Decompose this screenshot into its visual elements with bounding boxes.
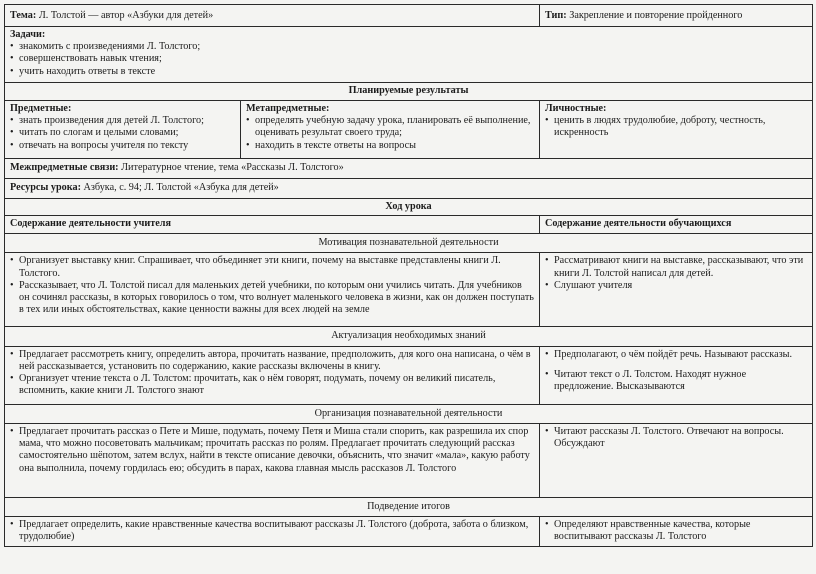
planned-results-header: Планируемые результаты bbox=[5, 83, 813, 101]
lesson-plan-sheet bbox=[4, 4, 812, 547]
list-item: • совершенствовать навык чтения; bbox=[10, 53, 807, 65]
list-item: • ценить в людях трудолюбие, доброту, честность, искренность bbox=[545, 115, 807, 139]
list-item: • Читают текст о Л. Толстом. Находят нужное предложение. Высказываются bbox=[545, 369, 807, 393]
theme-label: Тема: bbox=[10, 10, 37, 21]
stage-teacher-list bbox=[10, 255, 534, 316]
students-column-header bbox=[540, 216, 813, 234]
stage-students-cell bbox=[540, 346, 813, 404]
list-item: • определять учебную задачу урока, планировать её выполнение, оценивать результат своего труда; bbox=[246, 115, 534, 139]
teacher-column-label: Содержание деятельности учителя bbox=[10, 218, 171, 230]
resources-label: Ресурсы урока: bbox=[10, 182, 81, 193]
stage-students-list bbox=[545, 349, 807, 394]
list-item: • Читают рассказы Л. Толстого. Отвечают на вопросы. Обсуждают bbox=[545, 426, 807, 450]
meta-label: Метапредметные: bbox=[246, 103, 330, 114]
subject-list bbox=[10, 115, 235, 152]
list-item: • Предлагает определить, какие нравственные качества воспитывают рассказы Л. Толстого (доброта, забота о близком, трудолюбие) bbox=[10, 519, 534, 543]
list-item: • Предполагают, о чём пойдёт речь. Называют рассказы. bbox=[545, 349, 807, 361]
list-item: • Предлагает прочитать рассказ о Пете и Мише, подумать, почему Петя и Миша стали спорить, как разрешила их спор мама, что можно посоветовать мальчикам; прочитать рассказ по ролям. Предлагает прочитать следующий рассказ самостоятельно шёпотом, затем вслух, найти в тексте описание девочки, объяснить, что значит «мала», какую работу она выполнила, почему гордилась ею; обсудить в парах, какова главная мысль рассказов Л. Толстого bbox=[10, 426, 534, 475]
stage-teacher-cell bbox=[5, 253, 540, 327]
links-value: Литературное чтение, тема «Рассказы Л. Толстого» bbox=[121, 162, 344, 173]
teacher-column-header bbox=[5, 216, 540, 234]
list-item: • знакомить с произведениями Л. Толстого; bbox=[10, 41, 807, 53]
links-cell bbox=[5, 159, 813, 179]
stage-teacher-cell bbox=[5, 517, 540, 547]
list-item: • Рассматривают книги на выставке, рассказывают, что эти книги Л. Толстой написал для детей. bbox=[545, 255, 807, 279]
list-item: • читать по слогам и целыми словами; bbox=[10, 127, 235, 139]
list-item: • Предлагает рассмотреть книгу, определить автора, прочитать название, предположить, для кого она написана, о чём в ней рассказывается, установить по содержанию, какие рассказы включены в книгу. bbox=[10, 349, 534, 373]
type-label: Тип: bbox=[545, 10, 567, 21]
stage-title: Организация познавательной деятельности bbox=[5, 404, 813, 423]
list-item: • отвечать на вопросы учителя по тексту bbox=[10, 140, 235, 152]
stage-teacher-cell bbox=[5, 346, 540, 404]
stage-students-list bbox=[545, 519, 807, 543]
stage-teacher-cell bbox=[5, 423, 540, 497]
meta-results-cell bbox=[241, 101, 540, 159]
personal-list bbox=[545, 115, 807, 139]
stage-students-cell bbox=[540, 423, 813, 497]
stage-teacher-list bbox=[10, 519, 534, 543]
type-cell bbox=[540, 5, 813, 27]
lesson-course-header: Ход урока bbox=[5, 199, 813, 216]
tasks-list bbox=[10, 41, 807, 78]
stage-teacher-list bbox=[10, 349, 534, 398]
stage-title: Актуализация необходимых знаний bbox=[5, 327, 813, 346]
personal-label: Личностные: bbox=[545, 103, 607, 114]
links-label: Межпредметные связи: bbox=[10, 162, 119, 173]
list-item: • Организует чтение текста о Л. Толстом: прочитать, как о нём говорят, подумать, почему он великий писатель, вспомнить, какие книги Л. Толстого знают bbox=[10, 373, 534, 397]
tasks-label: Задачи: bbox=[10, 29, 46, 40]
tasks-cell bbox=[5, 27, 813, 83]
students-column-label: Содержание деятельности обучающихся bbox=[545, 218, 732, 230]
stage-students-list bbox=[545, 426, 807, 450]
theme-cell bbox=[5, 5, 540, 27]
theme-value: Л. Толстой — автор «Азбуки для детей» bbox=[38, 10, 214, 21]
subject-label: Предметные: bbox=[10, 103, 72, 114]
list-item: • Организует выставку книг. Спрашивает, что объединяет эти книги, почему на выставке представлены книги Л. Толстого. bbox=[10, 255, 534, 279]
stage-title: Мотивация познавательной деятельности bbox=[5, 234, 813, 253]
list-item: • находить в тексте ответы на вопросы bbox=[246, 140, 534, 152]
stage-teacher-list bbox=[10, 426, 534, 475]
stage-students-cell bbox=[540, 253, 813, 327]
resources-cell bbox=[5, 179, 813, 199]
stage-title: Подведение итогов bbox=[5, 497, 813, 516]
resources-value: Азбука, с. 94; Л. Толстой «Азбука для детей» bbox=[83, 182, 279, 193]
subject-results-cell bbox=[5, 101, 241, 159]
list-item: • Определяют нравственные качества, которые воспитывают рассказы Л. Толстого bbox=[545, 519, 807, 543]
list-item: • Рассказывает, что Л. Толстой писал для маленьких детей учебники, по которым они учились читать. Для учебников он сочинял рассказы, в которых говорилось о том, что волнует маленького человека в жизни, как он должен поступать в тех или иных обстоятельствах, какие ценности важны для всех людей на земле bbox=[10, 280, 534, 317]
list-item: • знать произведения для детей Л. Толстого; bbox=[10, 115, 235, 127]
list-item: • Слушают учителя bbox=[545, 280, 807, 292]
personal-results-cell bbox=[540, 101, 813, 159]
type-value: Закрепление и повторение пройденного bbox=[569, 10, 743, 21]
list-item: • учить находить ответы в тексте bbox=[10, 66, 807, 78]
lesson-plan-table bbox=[4, 4, 813, 547]
meta-list bbox=[246, 115, 534, 152]
stage-students-cell bbox=[540, 517, 813, 547]
stage-students-list bbox=[545, 255, 807, 292]
